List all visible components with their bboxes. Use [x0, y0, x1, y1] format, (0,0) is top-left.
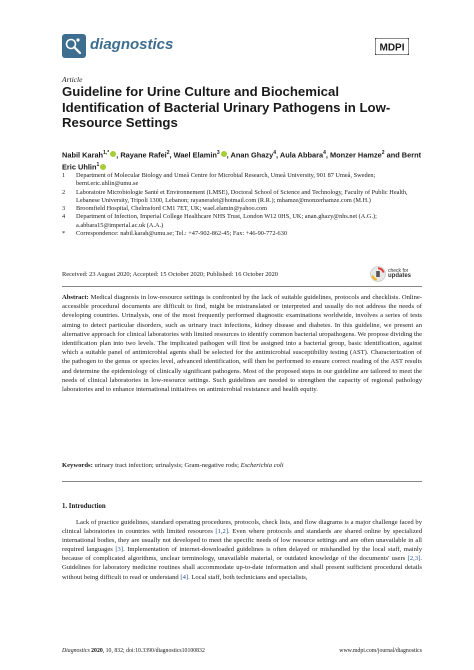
keywords-label: Keywords: [62, 462, 93, 469]
abstract-text: Medical diagnosis in low-resource settings is confronted by the lack of suitable guidelines, protocols and checklists. Online-accessible procedural documents are difficult to find, might be mistranslated or interpreted and usually do not address the needs of developing countries. Urinalysis, one of the most frequently performed diagnostic examinations worldwide, involves a series of tests aiming to detect particular disorders, such as urinary tract infections, kidney disease and diabetes. In this guideline, we present an alternative approach for clinical laboratories with limited resources to identify common bacterial uropathogens. We propose dividing the identification plan into two levels. The implicated pathogen will first be assigned into a bacterial group, basic identification, against which a suitable panel of antimicrobial agents shall be selected for the antimicrobial susceptibility testing (AST). Characterization of the pathogen to the genus or species level, advanced identification, will then be performed to ensure correct reading of the AST results and determine the epidemiology of clinically significant pathogens. Most of the proposed steps in our guideline are tailored to meet the needs of clinical laboratories in low-resource settings. Such guidelines are needed to strengthen the capacity of regional pathology laboratories and to enhance international initiatives on antimicrobial resistance and health equity. [62, 294, 422, 394]
author-affiliation-mark: 2 [166, 150, 170, 156]
affiliation-number: 2 [62, 188, 66, 196]
author-affiliation-mark: 2 [381, 150, 385, 156]
orcid-icon[interactable] [100, 164, 106, 170]
abstract-label: Abstract: [62, 294, 89, 301]
affiliation-item [62, 230, 422, 238]
author-name: Rayane Rafei [120, 150, 167, 160]
affiliation-text: Laboratoire Microbiologie Santé et Environnement (LMSE), Doctoral School of Science and Technology, Faculty of Public Health, Lebanese University, Tripoli 1300, Lebanon; rayanerafei@hotmail.com (R.R.); mhamze@monzerhamze.com (M.H.) [76, 188, 408, 204]
author-name: Bernt Eric Uhlin [62, 150, 422, 172]
diagnostics-logo-icon [62, 34, 86, 58]
author-name: Nabil Karah [62, 150, 104, 160]
footer-rest: , 10, 832; doi:10.3390/diagnostics10100832 [102, 648, 205, 654]
intro-text: . Guidelines for laboratory medicine routines shall accommodate up-to-date information and shall present sufficient procedural details without being difficult to read or understand [62, 555, 422, 581]
check-for-updates-line1: check for [388, 267, 409, 274]
affiliation-number: 3 [62, 205, 66, 213]
intro-paragraph [62, 518, 422, 582]
intro-text: . Implementation of internet-downloaded guidelines is often delayed or mishandled by the local staff, mainly because of complicated algorithms, unclear terminology, unavailable material, or outdated knowledge of the documents' users [62, 546, 423, 563]
intro-text: . Local staff, both technicians and specialists, [188, 573, 308, 581]
footer-journal: Diagnostics [62, 648, 90, 654]
author-name: Aula Abbara [279, 150, 324, 160]
affiliation-number: 4 [62, 213, 66, 221]
intro-text: . Even where protocols and standards are shared online by specialized international bodies, they are usually not developed to meet the specific needs of low resource settings and are often unavailable in all required languages [62, 528, 422, 554]
affiliation-text: Correspondence: nabil.karah@umu.se; Tel.: +47-902-862-45; Fax: +46-90-772-630 [76, 230, 288, 238]
affiliation-number: * [62, 230, 66, 238]
orcid-icon[interactable] [221, 151, 227, 157]
footer-url[interactable]: www.mdpi.com/journal/diagnostics [339, 648, 422, 654]
footer-year: 2020 [91, 648, 103, 654]
mdpi-logo-icon [375, 38, 409, 55]
article-type: Article [62, 75, 83, 84]
affiliation-item [62, 205, 422, 213]
publication-dates: Received: 23 August 2020; Accepted: 15 October 2020; Published: 16 October 2020 [62, 271, 279, 278]
author-name: Anan Ghazy [230, 150, 274, 160]
intro-text: Lack of practice guidelines, standard operating procedures, protocols, check lists, and flow diagrams is a major challenge faced by clinical laboratories in countries with limited resources [62, 519, 422, 536]
author-list: Nabil Karah$^{1,*}$ , Rayane Rafei$^2$, Wael Elamin$^3$ , Anan Ghazy$^4$, Aula Abbara$^4$, Monzer Hamze$^2$ and Bernt Eric Uhlin$^1$ [62, 150, 422, 172]
author-affiliation-mark: 1 [96, 162, 100, 169]
citation-link[interactable]: [3] [115, 546, 124, 554]
check-for-updates-badge[interactable] [370, 266, 411, 282]
keywords-italic: Escherichia coli [240, 462, 284, 469]
affiliation-number: 1 [62, 172, 66, 179]
author-affiliation-mark: 1,* [103, 150, 110, 156]
abstract [62, 293, 422, 394]
author-affiliation-mark: 3 [216, 150, 220, 156]
journal-name: diagnostics [90, 36, 174, 53]
affiliation-item [62, 213, 422, 230]
check-for-updates-line2: updates [388, 273, 412, 279]
affiliation-item [62, 172, 422, 189]
divider [62, 481, 422, 482]
affiliation-text: Department of Molecular Biology and Umeå Centre for Microbial Research, Umeå University, 901 87 Umeå, Sweden; bernt.eric.uhlin@umu.se [76, 172, 376, 188]
author-affiliation-mark: 4 [273, 150, 277, 156]
author-name: Monzer Hamze [330, 150, 382, 160]
check-for-updates-icon [370, 266, 386, 282]
orcid-icon[interactable] [110, 151, 116, 157]
section-heading: 1. Introduction [62, 503, 106, 510]
divider [62, 286, 422, 287]
citation-link[interactable]: [2,3] [407, 555, 421, 563]
affiliation-text: Department of Infection, Imperial College Healthcare NHS Trust, London W12 0HS, UK; anan.ghazy@nhs.net (A.G.); a.abbara15@imperial.ac.uk (A.A.) [76, 213, 377, 229]
keywords-text: urinary tract infection; urinalysis; Gram-negative rods; [94, 462, 239, 469]
author-affiliation-mark: 4 [323, 150, 326, 156]
citation-link[interactable]: [4] [180, 573, 189, 581]
affiliation-item [62, 189, 422, 206]
publisher-name: MDPI [379, 42, 405, 54]
affiliation-list [62, 172, 422, 238]
author-name: Wael Elamin [173, 150, 217, 160]
citation-link[interactable]: [1,2] [215, 528, 229, 536]
keywords [62, 461, 422, 470]
affiliation-text: Broomfield Hospital, Chelmsford CM1 7ET, UK; wael.elamin@yahoo.com [76, 205, 268, 213]
footer-citation [62, 648, 205, 654]
paper-title: Guideline for Urine Culture and Biochemical Identification of Bacterial Urinary Pathogens in Low-Resource Settings [62, 84, 391, 130]
